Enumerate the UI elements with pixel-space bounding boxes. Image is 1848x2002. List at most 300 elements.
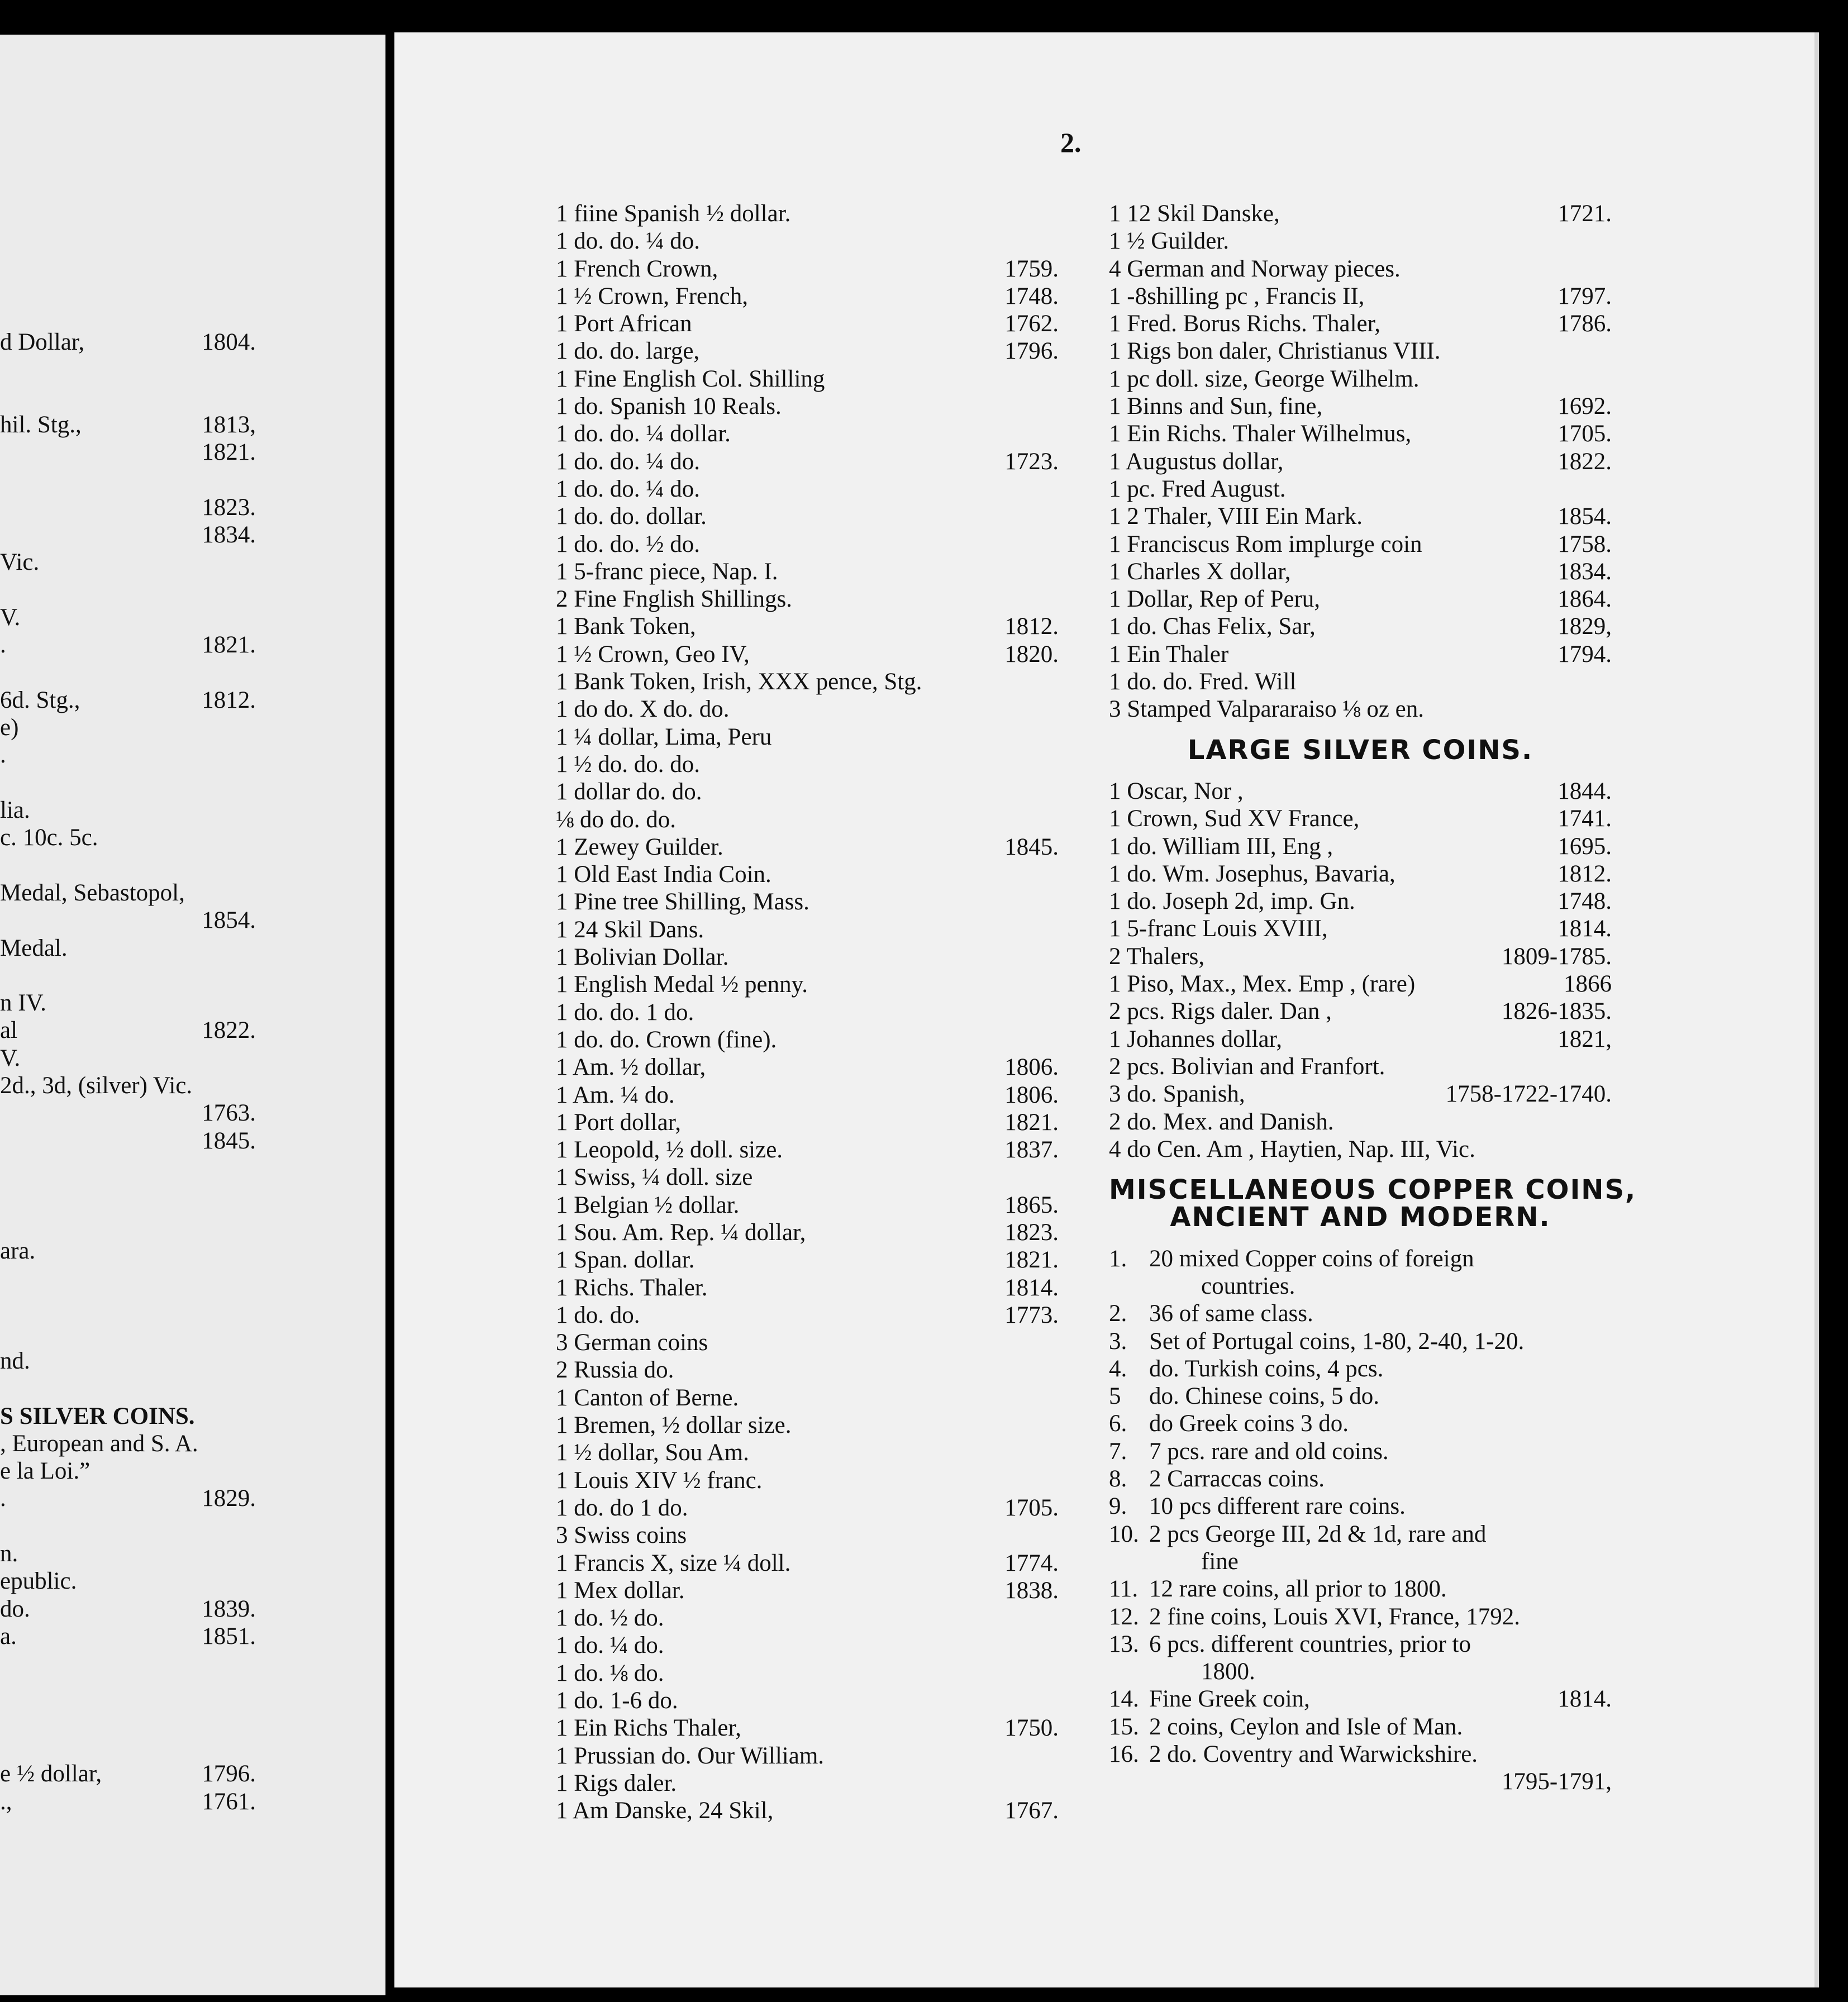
item-text: ara. <box>0 1237 36 1264</box>
list-item <box>1109 531 1612 558</box>
item-text: 1 Franciscus Rom implurge coin <box>1109 531 1422 557</box>
item-year: 1796. <box>202 1761 256 1788</box>
item-year: 1865. <box>1004 1191 1059 1218</box>
item-number: 13. <box>1109 1631 1139 1657</box>
list-item <box>556 255 1059 283</box>
item-text: 1 do. do. ¼ do. <box>556 228 700 255</box>
section-heading-text: ANCIENT AND MODERN. <box>1170 1202 1551 1233</box>
item-number: 6. <box>1109 1410 1127 1437</box>
list-item <box>0 852 256 879</box>
item-text: 1 do. Spanish 10 Reals. <box>556 393 782 420</box>
list-item <box>1109 365 1612 393</box>
list-item <box>1109 805 1612 832</box>
list-item <box>556 778 1059 805</box>
item-text: 1 do. do. 1 do. <box>556 999 694 1026</box>
list-item <box>0 907 256 934</box>
item-year: 1812. <box>202 687 256 713</box>
item-text: 6 pcs. different countries, prior to <box>1149 1631 1471 1657</box>
list-item <box>556 1742 1059 1770</box>
item-text: 2 coins, Ceylon and Isle of Man. <box>1149 1713 1463 1740</box>
item-number: 15. <box>1109 1713 1139 1740</box>
item-text: al <box>0 1017 18 1044</box>
list-item <box>556 723 1059 751</box>
list-item <box>0 1733 256 1760</box>
item-year: 1723. <box>1004 448 1059 475</box>
list-item <box>556 227 1059 255</box>
list-item <box>556 1384 1059 1412</box>
item-text: 1 12 Skil Danske, <box>1109 201 1280 227</box>
item-number: 10. <box>1109 1520 1139 1547</box>
item-year: 1844. <box>1558 778 1612 804</box>
list-item <box>0 576 256 604</box>
item-text: 1 French Crown, <box>556 255 718 282</box>
numbered-item <box>1109 1658 1612 1685</box>
item-text: 1 24 Skil Dans. <box>556 916 704 943</box>
item-text: 1 do. do. ¼ dollar. <box>556 421 731 447</box>
list-item <box>556 668 1059 695</box>
item-year: 1794. <box>1558 641 1612 668</box>
item-text: d Dollar, <box>0 329 85 355</box>
right-column-coin-list <box>1109 200 1637 1796</box>
item-text: . <box>0 632 6 659</box>
list-item <box>0 935 256 962</box>
list-item <box>556 1412 1059 1439</box>
list-item <box>0 879 256 907</box>
list-item <box>0 1045 256 1072</box>
item-text: fine <box>1201 1548 1239 1575</box>
list-item <box>0 1237 256 1265</box>
item-text: 1 do. Wm. Josephus, Bavaria, <box>1109 860 1395 887</box>
list-item <box>0 797 256 824</box>
list-item <box>556 751 1059 778</box>
item-text: 1 Crown, Sud XV France, <box>1109 805 1360 832</box>
item-year: 1721. <box>1558 201 1612 227</box>
item-text: nd. <box>0 1347 30 1374</box>
item-year: 1851. <box>202 1623 256 1650</box>
list-item <box>556 1632 1059 1659</box>
item-year: 1821. <box>1004 1247 1059 1274</box>
item-number: 1. <box>1109 1245 1127 1272</box>
item-text: do. Turkish coins, 4 pcs. <box>1149 1355 1384 1382</box>
list-item <box>0 714 256 741</box>
list-item <box>556 806 1059 833</box>
item-text: , European and S. A. <box>0 1430 198 1457</box>
item-text: 1 Ein Richs Thaler, <box>556 1715 741 1742</box>
item-year: 1786. <box>1558 311 1612 337</box>
item-text: 1 do do. X do. do. <box>556 696 730 723</box>
item-text: 1 ½ Crown, French, <box>556 283 748 309</box>
list-item <box>0 769 256 797</box>
list-item <box>0 1430 256 1457</box>
list-item <box>0 494 256 521</box>
list-item <box>556 200 1059 227</box>
item-text: 2 fine coins, Louis XVI, France, 1792. <box>1149 1603 1520 1630</box>
item-year: 1845. <box>202 1127 256 1154</box>
list-item <box>556 1687 1059 1714</box>
item-year: 1804. <box>202 329 256 355</box>
list-item <box>556 1660 1059 1687</box>
list-item <box>556 1522 1059 1549</box>
item-text: do. Chinese coins, 5 do. <box>1149 1383 1380 1410</box>
item-year: 1834. <box>1558 558 1612 585</box>
item-text: 1 ¼ dollar, Lima, Peru <box>556 723 772 750</box>
item-year: 1741. <box>1558 805 1612 832</box>
item-year: 1826-1835. <box>1501 998 1612 1025</box>
item-text: ., <box>0 1788 12 1815</box>
section-heading <box>1109 1174 1637 1206</box>
item-number: 3. <box>1109 1328 1127 1355</box>
item-text: 1 ½ Crown, Geo IV, <box>556 641 750 668</box>
item-text: 1 Am. ¼ do. <box>556 1081 675 1108</box>
item-text: 10 pcs different rare coins. <box>1149 1493 1406 1520</box>
item-text: 1 Augustus dollar, <box>1109 448 1284 475</box>
list-item <box>0 411 256 438</box>
numbered-item <box>1109 1245 1612 1272</box>
list-item <box>556 365 1059 393</box>
item-number: 12. <box>1109 1603 1139 1630</box>
list-item <box>0 549 256 576</box>
list-item <box>0 1210 256 1237</box>
item-text: Medal. <box>0 935 68 961</box>
item-text: S SILVER COINS. <box>0 1403 195 1429</box>
list-item <box>556 503 1059 530</box>
item-text: do Greek coins 3 do. <box>1149 1410 1349 1437</box>
item-year: 1821. <box>202 439 256 466</box>
list-item <box>556 448 1059 475</box>
item-year: 1814. <box>1558 1686 1612 1713</box>
list-item <box>0 989 256 1017</box>
item-year: 1834. <box>202 522 256 549</box>
list-item <box>556 283 1059 310</box>
item-text: 1 Zewey Guilder. <box>556 833 723 860</box>
list-item <box>0 1017 256 1044</box>
list-item <box>1109 227 1612 255</box>
item-text: n IV. <box>0 990 46 1017</box>
section-heading <box>1109 1204 1612 1231</box>
item-year: 1838. <box>1004 1577 1059 1604</box>
item-year: 1705. <box>1004 1494 1059 1521</box>
page-number: 2. <box>1060 127 1082 158</box>
list-item <box>0 384 256 411</box>
numbered-item <box>1109 1465 1612 1493</box>
list-item <box>1109 1108 1612 1136</box>
list-item <box>1109 943 1612 970</box>
item-number: 16. <box>1109 1741 1139 1768</box>
item-text: 1 do. do. Crown (fine). <box>556 1026 777 1053</box>
item-text: 1 do. do. ½ do. <box>556 531 700 557</box>
item-text: 1 Piso, Max., Mex. Emp , (rare) <box>1109 971 1416 998</box>
item-text: c. 10c. 5c. <box>0 824 98 851</box>
item-text: 2 do. Coventry and Warwickshire. <box>1149 1741 1478 1768</box>
list-item <box>556 585 1059 613</box>
list-item <box>0 1678 256 1705</box>
item-text: 3 Stamped Valpararaiso ⅛ oz en. <box>1109 696 1425 723</box>
item-text: lia. <box>0 797 30 824</box>
list-item <box>556 531 1059 558</box>
list-item <box>556 1439 1059 1466</box>
item-year: 1748. <box>1558 888 1612 915</box>
list-item <box>1109 585 1612 613</box>
list-item <box>556 1219 1059 1246</box>
list-item <box>1109 448 1612 475</box>
item-year: 1821. <box>202 632 256 659</box>
numbered-item <box>1109 1548 1612 1575</box>
item-year: 1695. <box>1558 833 1612 860</box>
list-item <box>556 1302 1059 1329</box>
item-text: 1 do. William III, Eng , <box>1109 833 1333 860</box>
item-text: 2 pcs George III, 2d & 1d, rare and <box>1149 1520 1487 1547</box>
item-text: 1 2 Thaler, VIII Ein Mark. <box>1109 503 1363 530</box>
list-item <box>0 1567 256 1595</box>
item-text: Fine Greek coin, <box>1149 1686 1310 1713</box>
item-year: 1854. <box>202 907 256 934</box>
list-item <box>1109 860 1612 888</box>
item-text: V. <box>0 604 21 631</box>
item-text: 1 do. ½ do. <box>556 1605 664 1632</box>
list-item <box>1109 888 1612 915</box>
list-item <box>0 1127 256 1155</box>
item-text: 3 German coins <box>556 1329 708 1356</box>
item-text: 1 Sou. Am. Rep. ¼ dollar, <box>556 1219 806 1246</box>
item-text: 1 Pine tree Shilling, Mass. <box>556 889 809 916</box>
list-item <box>0 1265 256 1292</box>
list-item <box>556 1550 1059 1577</box>
item-text: 2 pcs. Bolivian and Franfort. <box>1109 1053 1385 1080</box>
item-text: 20 mixed Copper coins of foreign <box>1149 1245 1474 1272</box>
item-text: 1 Belgian ½ dollar. <box>556 1191 740 1218</box>
list-item <box>556 1577 1059 1604</box>
list-item <box>0 1182 256 1209</box>
item-year: 1813, <box>202 411 256 438</box>
item-text: 1 ½ Guilder. <box>1109 228 1229 255</box>
item-text: 1 Louis XIV ½ franc. <box>556 1467 763 1494</box>
item-text: 1 Port dollar, <box>556 1109 682 1136</box>
item-text: e la Loi.” <box>0 1458 91 1485</box>
item-year: 1759. <box>1004 255 1059 282</box>
numbered-item <box>1109 1300 1612 1327</box>
item-year: 1806. <box>1004 1081 1059 1108</box>
item-text: 1 do. 1-6 do. <box>556 1688 678 1714</box>
item-year: 1812. <box>1558 860 1612 887</box>
list-item <box>1109 310 1612 337</box>
item-text: countries. <box>1201 1272 1295 1299</box>
item-text: 1 Am Danske, 24 Skil, <box>556 1798 774 1824</box>
numbered-item <box>1109 1383 1612 1410</box>
item-text: 1 Bank Token, Irish, XXX pence, Stg. <box>556 669 922 695</box>
list-item <box>556 337 1059 365</box>
list-item <box>556 475 1059 503</box>
item-text: 1 pc. Fred August. <box>1109 475 1286 502</box>
numbered-item <box>1109 1741 1612 1768</box>
item-year: 1823. <box>202 494 256 521</box>
list-item <box>0 1760 256 1788</box>
item-text: 1 do. do. ¼ do. <box>556 475 700 502</box>
list-item <box>0 741 256 769</box>
item-text: 1 do. Joseph 2d, imp. Gn. <box>1109 888 1355 915</box>
item-text: 1 pc doll. size, George Wilhelm. <box>1109 365 1420 392</box>
item-text: 1 Bank Token, <box>556 613 696 640</box>
list-item <box>556 310 1059 337</box>
item-number: 14. <box>1109 1686 1139 1713</box>
numbered-item <box>1109 1631 1612 1658</box>
item-text: 1 Dollar, Rep of Peru, <box>1109 586 1321 613</box>
item-text: 1 ½ do. do. do. <box>556 751 700 778</box>
item-text: 1 do. do. Fred. Will <box>1109 669 1297 695</box>
list-item <box>556 1770 1059 1797</box>
list-item <box>556 558 1059 585</box>
item-text: hil. Stg., <box>0 411 82 438</box>
item-number: 9. <box>1109 1493 1127 1520</box>
item-number: 11. <box>1109 1576 1139 1603</box>
item-text: 1 Port African <box>556 311 692 337</box>
item-text: 1800. <box>1201 1658 1255 1685</box>
list-item <box>556 1494 1059 1522</box>
item-number: 2. <box>1109 1300 1127 1327</box>
list-item <box>556 1356 1059 1384</box>
item-text: 1 do. ¼ do. <box>556 1632 664 1659</box>
list-item <box>556 1109 1059 1136</box>
item-text: 1 Charles X dollar, <box>1109 558 1291 585</box>
item-year: 1820. <box>1004 641 1059 668</box>
section-heading-text: MISCELLANEOUS COPPER COINS, <box>1109 1174 1637 1206</box>
item-number: 7. <box>1109 1438 1127 1465</box>
list-item <box>1109 420 1612 447</box>
list-item <box>556 613 1059 640</box>
list-item <box>1109 283 1612 310</box>
list-item <box>1109 915 1612 942</box>
item-text: 1 Span. dollar. <box>556 1247 695 1274</box>
item-year: 1795-1791, <box>1501 1769 1612 1795</box>
list-item <box>556 1246 1059 1274</box>
list-item <box>0 1375 256 1402</box>
item-year: 1837. <box>1004 1137 1059 1164</box>
list-item <box>0 1347 256 1375</box>
list-item <box>1109 1026 1612 1053</box>
list-item <box>556 420 1059 447</box>
item-year: 1845. <box>1004 833 1059 860</box>
list-item <box>1109 200 1612 227</box>
item-text: 2 Carraccas coins. <box>1149 1466 1325 1493</box>
list-item <box>556 971 1059 998</box>
item-text: 1 Ein Richs. Thaler Wilhelmus, <box>1109 421 1412 447</box>
item-text: 1 dollar do. do. <box>556 779 702 805</box>
item-year: 1763. <box>202 1100 256 1127</box>
list-item <box>1109 393 1612 420</box>
item-year: 1762. <box>1004 311 1059 337</box>
list-item <box>556 641 1059 668</box>
list-item <box>0 1403 256 1430</box>
item-year: 1758-1722-1740. <box>1445 1081 1612 1108</box>
list-item <box>556 1274 1059 1302</box>
list-item <box>0 824 256 851</box>
item-text: 4 do Cen. Am , Haytien, Nap. III, Vic. <box>1109 1136 1475 1162</box>
item-text: 1 fiine Spanish ½ dollar. <box>556 201 791 227</box>
item-text: V. <box>0 1045 21 1071</box>
item-year: 1809-1785. <box>1501 943 1612 970</box>
numbered-item <box>1109 1713 1612 1741</box>
list-item <box>1109 255 1612 283</box>
item-text: 1 Leopold, ½ doll. size. <box>556 1137 783 1164</box>
item-year: 1814. <box>1558 916 1612 942</box>
list-item <box>0 1099 256 1127</box>
item-text: 2 Fine Fnglish Shillings. <box>556 586 792 613</box>
item-text: 1 do. ⅛ do. <box>556 1660 664 1686</box>
left-page-fragment <box>0 35 385 1995</box>
item-year: 1821, <box>1558 1026 1612 1052</box>
item-text: Set of Portugal coins, 1-80, 2-40, 1-20. <box>1149 1328 1525 1355</box>
item-text: epublic. <box>0 1568 77 1595</box>
left-column <box>0 328 256 1815</box>
item-text: 7 pcs. rare and old coins. <box>1149 1438 1389 1465</box>
list-item <box>0 328 256 356</box>
list-item <box>556 861 1059 888</box>
item-year: 1822. <box>202 1017 256 1044</box>
item-text: 1 Bremen, ½ dollar size. <box>556 1412 792 1439</box>
item-text: 1 Old East India Coin. <box>556 861 771 888</box>
list-item <box>1109 998 1612 1025</box>
item-number: 4. <box>1109 1355 1127 1382</box>
list-item <box>1109 833 1612 860</box>
list-item <box>1109 503 1612 530</box>
numbered-item <box>1109 1438 1612 1465</box>
section-heading <box>1109 734 1612 766</box>
list-item <box>1109 1053 1612 1080</box>
item-text: e ½ dollar, <box>0 1761 102 1788</box>
item-year: 1866 <box>1564 971 1612 998</box>
item-text: 2d., 3d, (silver) Vic. <box>0 1072 193 1099</box>
list-item <box>0 1320 256 1347</box>
item-text: 1 Bolivian Dollar. <box>556 944 729 971</box>
item-number: 5 <box>1109 1383 1121 1410</box>
item-text: 1 do. do. large, <box>556 338 700 365</box>
list-item <box>1109 668 1612 695</box>
list-item <box>0 521 256 549</box>
item-text: 1 Swiss, ¼ doll. size <box>556 1164 753 1191</box>
list-item <box>0 466 256 493</box>
list-item <box>556 1026 1059 1054</box>
numbered-item <box>1109 1603 1612 1631</box>
list-item <box>0 1705 256 1733</box>
list-item <box>0 1513 256 1540</box>
item-text: 1 Richs. Thaler. <box>556 1274 708 1301</box>
item-text: 1 5-franc Louis XVIII, <box>1109 916 1328 942</box>
item-text: n. <box>0 1541 18 1567</box>
item-text: . <box>0 742 6 769</box>
item-text: 2 pcs. Rigs daler. Dan , <box>1109 998 1332 1025</box>
list-item <box>556 1164 1059 1191</box>
item-year: 1774. <box>1004 1550 1059 1576</box>
item-year: 1806. <box>1004 1054 1059 1081</box>
item-year: 1814. <box>1004 1274 1059 1301</box>
list-item <box>0 1292 256 1319</box>
list-item <box>0 604 256 631</box>
section-heading-text: LARGE SILVER COINS. <box>1187 734 1533 766</box>
numbered-item <box>1109 1493 1612 1520</box>
item-text: 1 do. do. <box>556 1302 640 1328</box>
list-item <box>556 1797 1059 1824</box>
numbered-item <box>1109 1328 1612 1355</box>
item-year: 1758. <box>1558 531 1612 557</box>
item-number: 8. <box>1109 1466 1127 1493</box>
item-text: 1 Canton of Berne. <box>556 1384 739 1411</box>
list-item <box>556 916 1059 943</box>
numbered-item <box>1109 1768 1612 1795</box>
list-item <box>556 393 1059 420</box>
item-text: 1 Rigs daler. <box>556 1770 677 1796</box>
item-text: 1 Binns and Sun, fine, <box>1109 393 1323 420</box>
numbered-item <box>1109 1575 1612 1603</box>
item-year: 1748. <box>1004 283 1059 309</box>
